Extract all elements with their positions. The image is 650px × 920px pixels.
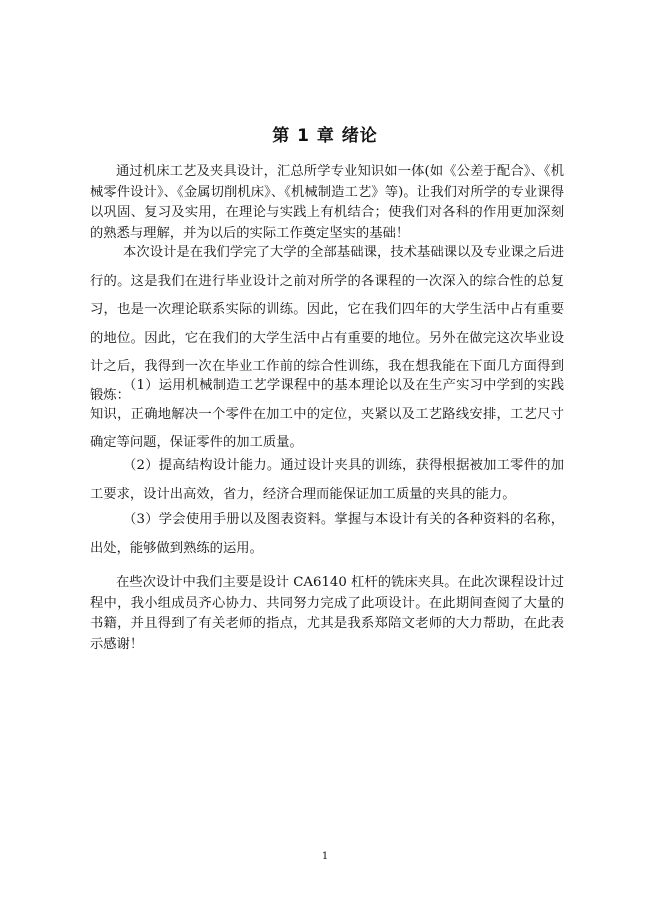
paragraph-purpose: 本次设计是在我们学完了大学的全部基础课，技术基础课以及专业课之后进行的。这是我们在进行毕业设计之前对所学的各课程的一次深入的综合性的总复习，也是一次理论联系实际的训练。因此，它在我们四年的大学生活中占有重要的地位。因此，它在我们的大学生活中占有重要的地位。另外在做完这次毕业设计之后，我得到一次在毕业工作前的综合性训练，我在想我能在下面几方面得到锻炼： (90, 245, 564, 403)
page-number: 1 (321, 851, 329, 862)
chapter-title: 第 1 章 绪论 (272, 126, 378, 146)
paragraph-intro: 通过机床工艺及夹具设计，汇总所学专业知识如一体(如《公差于配合》、《机械零件设计》、《金属切削机床》、《机械制造工艺》等)。让我们对所学的专业课得以巩固、复习及实用，在理论与实践上有机结合；使我们对各科的作用更加深刻的熟悉与理解，并为以后的实际工作奠定坚实的基础！ (90, 164, 564, 241)
list-item-3: （3）学会使用手册以及图表资料。掌握与本设计有关的各种资料的名称，出处，能够做到熟练的运用。 (90, 512, 564, 556)
list-item-1: （1）运用机械制造工艺学课程中的基本理论以及在生产实习中学到的实践知识，正确地解决一个零件在加工中的定位，夹紧以及工艺路线安排，工艺尺寸确定等问题，保证零件的加工质量。 (90, 378, 564, 450)
paragraph-acknowledgement: 在些次设计中我们主要是设计 CA6140 杠杆的铣床夹具。在此次课程设计过程中，我小组成员齐心协力、共同努力完成了此项设计。在此期间查阅了大量的书籍，并且得到了有关老师的指点，尤其是我系郑陪文老师的大力帮助，在此表示感谢！ (90, 575, 564, 652)
list-item-2: （2）提高结构设计能力。通过设计夹具的训练，获得根据被加工零件的加工要求，设计出高效，省力，经济合理而能保证加工质量的夹具的能力。 (90, 458, 564, 502)
